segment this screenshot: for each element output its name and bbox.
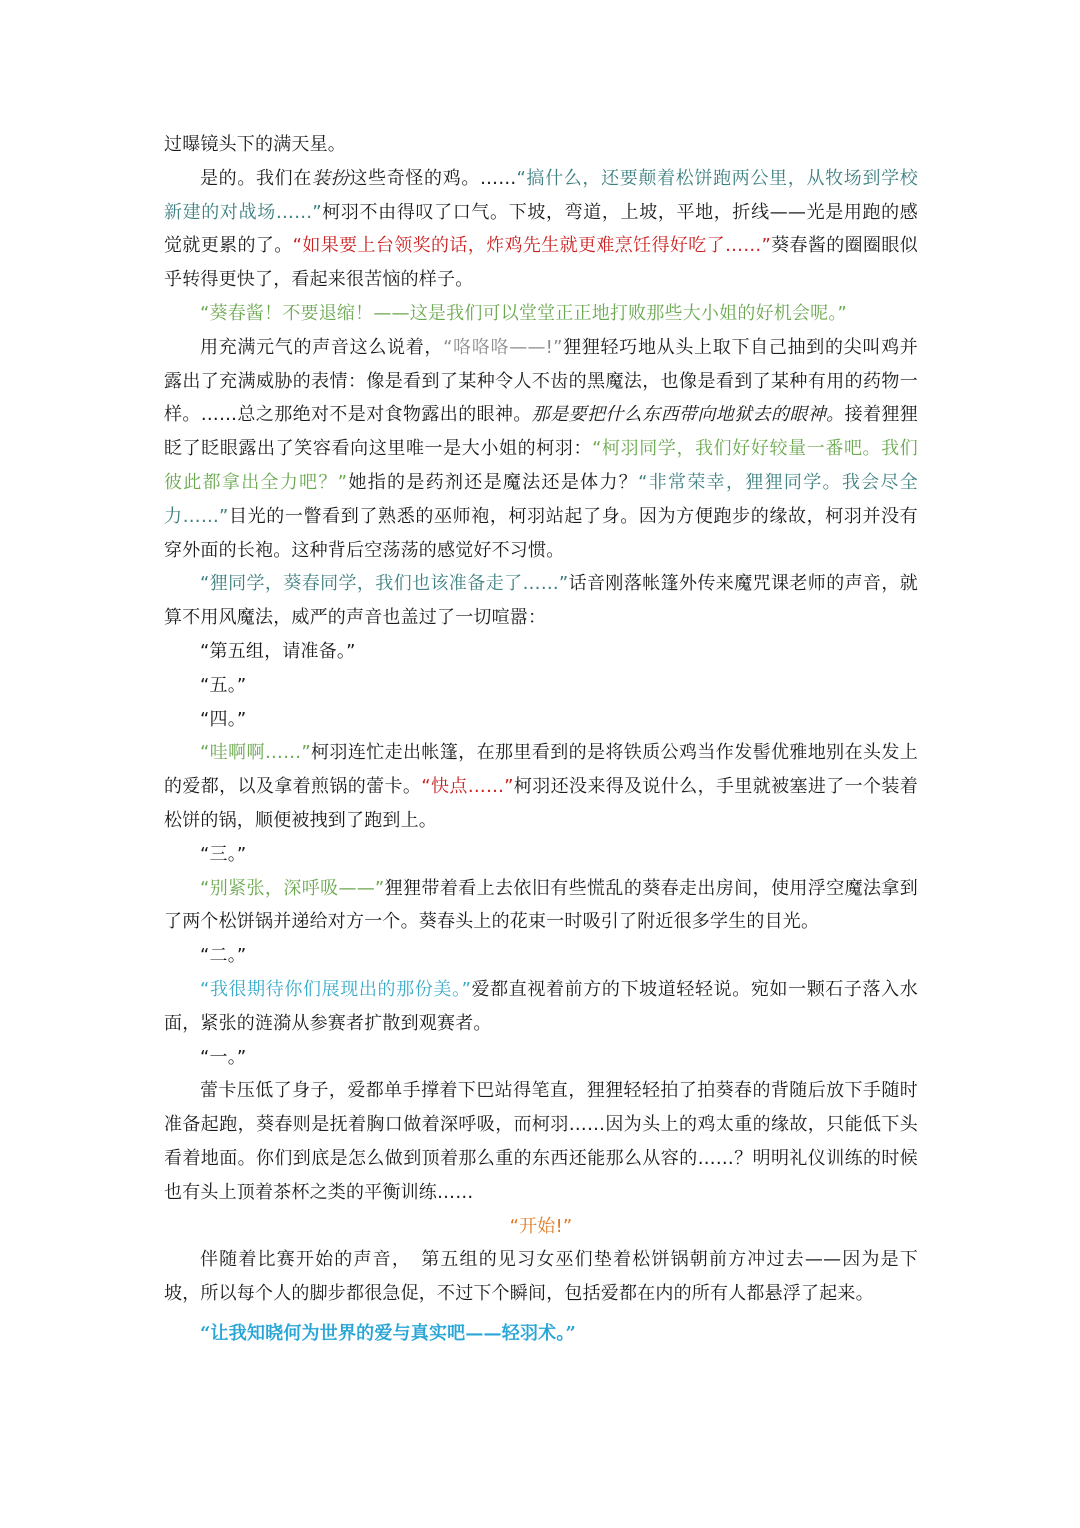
narration: 是的。我们在 — [200, 167, 313, 189]
narration: 狸狸带着看上去依旧有些慌乱的葵春走出房间，使用浮空魔法拿到了两个松饼锅并递给对方一个。葵春头上的花束一时吸引了附近很多学生的目光。 — [164, 877, 918, 933]
paragraph — [164, 1243, 918, 1311]
dialogue-kieu: “非常荣幸，狸狸同学。我会尽全力……” — [164, 471, 918, 527]
dialogue-kuichun: “如果要上台领奖的话，炸鸡先生就更难烹饪得好吃了……” — [292, 235, 771, 257]
countdown-line: “二。” — [200, 945, 247, 967]
narration: 话音刚落帐篷外传来魔咒课老师的声音，就算不用风魔法，威严的声音也盖过了一切喧嚣： — [164, 573, 918, 629]
paragraph — [164, 128, 918, 162]
narration: 伴随着比赛开始的声音， 第五组的见习女巫们垫着松饼锅朝前方冲过去——因为是下坡，所以每个人的脚步都很急促，不过下个瞬间，包括爱都在内的所有人都悬浮了起来。 — [164, 1249, 918, 1305]
paragraph — [164, 1074, 918, 1209]
countdown-line: “三。” — [200, 843, 247, 865]
paragraph — [164, 973, 918, 1041]
chicken-sound: “咯咯咯——!” — [443, 336, 563, 358]
countdown-line: “四。” — [200, 708, 247, 730]
paragraph — [164, 736, 918, 837]
paragraph — [164, 872, 918, 940]
dialogue-lili: “葵春酱！不要退缩！——这是我们可以堂堂正正地打败那些大小姐的好机会呢。” — [200, 302, 848, 324]
dialogue-lili: “哇啊啊……” — [200, 742, 311, 764]
narration: 蕾卡压低了身子，爱都单手撑着下巴站得笔直，狸狸轻轻拍了拍葵春的背随后放下手随时准备起跑，葵春则是抚着胸口做着深呼吸，而柯羽……因为头上的鸡太重的缘故，只能低下头看着地面。你们到底是怎么做到顶着那么重的东西还能那么从容的……？明明礼仪训练的时候也有头上顶着茶杯之类的平衡训练…… — [164, 1080, 918, 1203]
narration: 这些奇怪的鸡。…… — [349, 167, 517, 189]
spell-incantation: “让我知晓何为世界的爱与真实吧——轻羽术。” — [200, 1322, 577, 1344]
dialogue-kieu: “狸同学，葵春同学，我们也该准备走了……” — [200, 573, 569, 595]
emphasis: 装扮 — [312, 167, 350, 189]
dialogue-lili: “别紧张，深呼吸——” — [200, 877, 385, 899]
paragraph — [164, 162, 918, 297]
dialogue-lili: “柯羽同学，我们好好较量一番吧。我们彼此都拿出全力吧？” — [164, 438, 918, 493]
narration: 爱都直视着前方的下坡道轻轻说。宛如一颗石子落入水面，紧张的涟漪从参赛者扩散到观赛者。 — [164, 978, 918, 1034]
narration: 过曝镜头下的满天星。 — [164, 134, 346, 155]
narration: 葵春酱的圈圈眼似乎转得更快了，看起来很苦恼的样子。 — [164, 235, 918, 291]
dialogue-aidu: “我很期待你们展现出的那份美。” — [200, 978, 472, 1000]
start-signal: “开始!” — [509, 1215, 573, 1237]
emphasis: 那是要把什么东西带向地狱去的眼神。 — [531, 404, 845, 426]
narration: 狸狸轻巧地从头上取下自己抽到的尖叫鸡并露出了充满威胁的表情：像是看到了某种令人不齿的黑魔法，也像是看到了某种有用的药物一样。……总之那绝对不是对食物露出的眼神。 — [164, 336, 918, 426]
countdown-line: “五。” — [200, 674, 247, 696]
narration: 接着狸狸眨了眨眼露出了笑容看向这里唯一是大小姐的柯羽： — [164, 404, 918, 460]
narration: 用充满元气的声音这么说着， — [200, 336, 444, 358]
narration: 柯羽不由得叹了口气。下坡，弯道，上坡，平地，折线——光是用跑的感觉就更累的了。 — [164, 201, 918, 257]
document-body — [164, 128, 918, 1351]
narration: 柯羽连忙走出帐篷，在那里看到的是将铁质公鸡当作发髻优雅地别在头发上的爱都，以及拿着煎锅的蕾卡。 — [164, 742, 918, 798]
paragraph — [164, 567, 918, 635]
countdown-line: “第五组，请准备。” — [200, 640, 356, 662]
narration: 柯羽还没来得及说什么，手里就被塞进了一个装着松饼的锅，顺便被拽到了跑到上。 — [164, 776, 918, 831]
dialogue-leika: “快点……” — [421, 776, 514, 798]
dialogue-kieu: “搞什么，还要颠着松饼跑两公里，从牧场到学校新建的对战场……” — [164, 167, 918, 223]
narration: 目光的一瞥看到了熟悉的巫师袍，柯羽站起了身。因为方便跑步的缘故，柯羽并没有穿外面的长袍。这种背后空荡荡的感觉好不习惯。 — [164, 505, 918, 561]
narration: 她指的是药剂还是魔法还是体力？ — [347, 471, 639, 493]
countdown-line: “一。” — [200, 1046, 247, 1068]
paragraph — [164, 331, 918, 568]
